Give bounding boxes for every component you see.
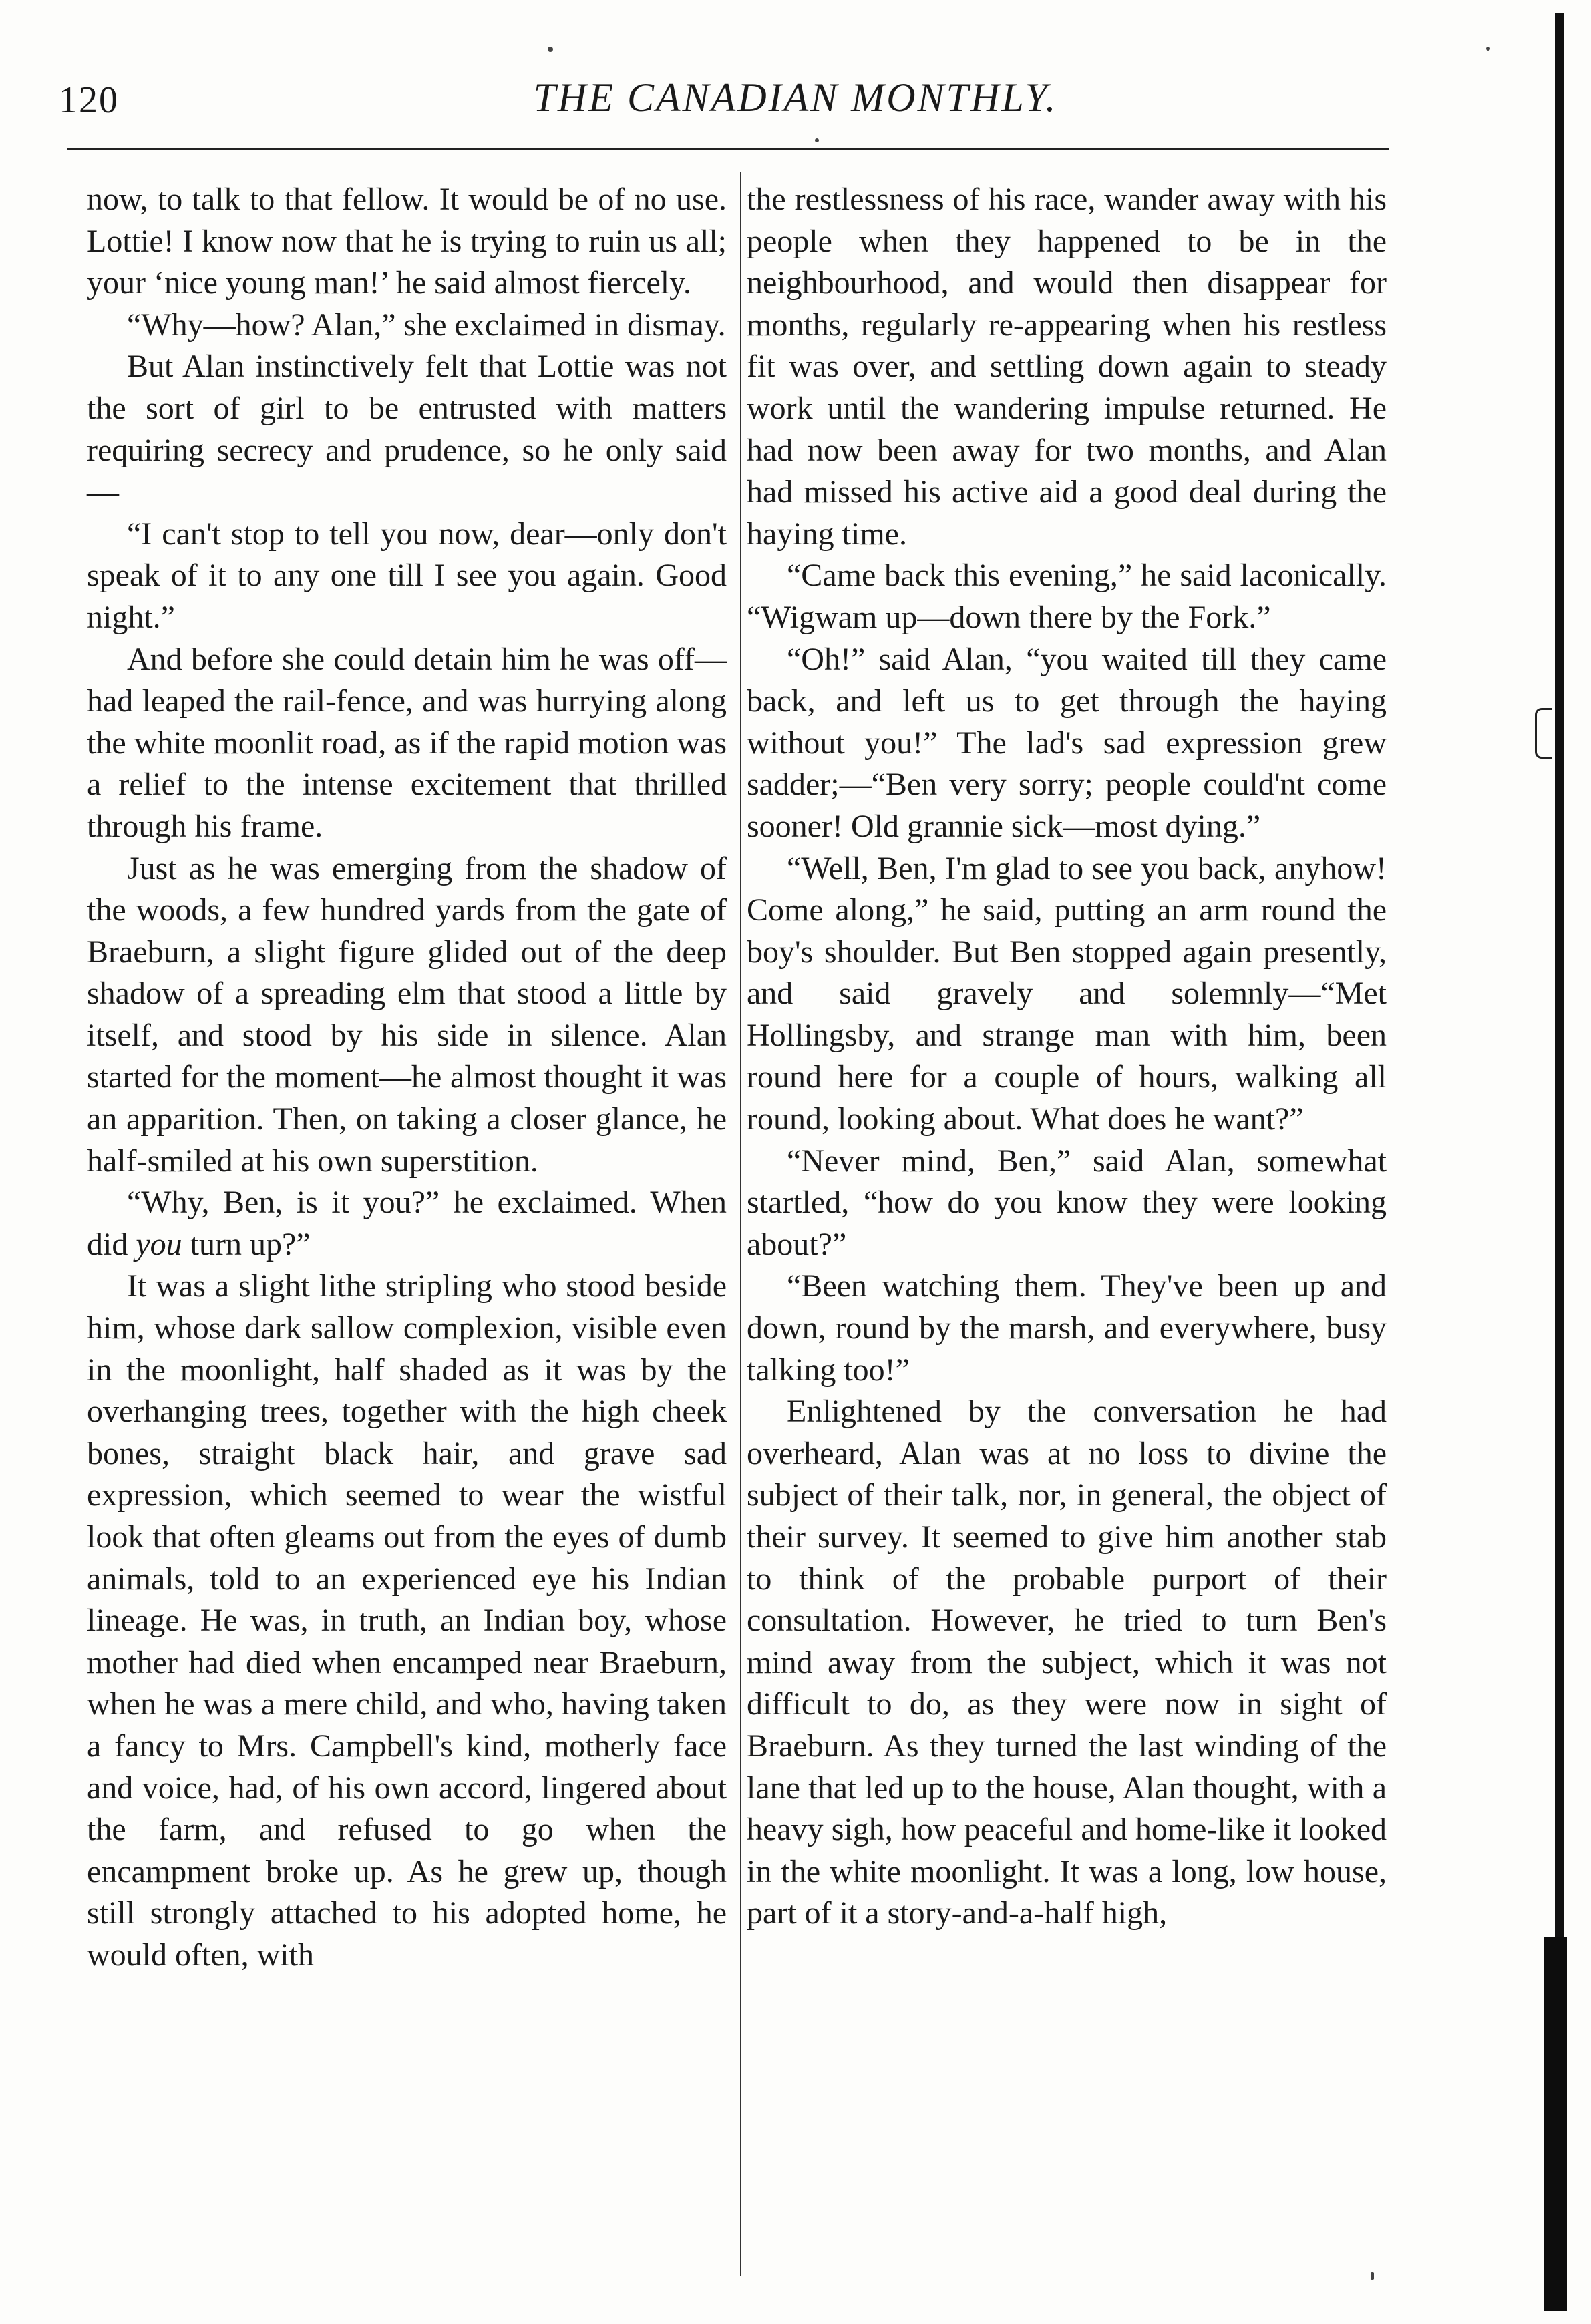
paragraph: But Alan instinctively felt that Lottie was not the sort of girl to be entrusted with matters requiring secrecy and prudence, so he only said—	[87, 349, 727, 510]
paragraph: the restlessness of his race, wander away with his people when they happened to be in the neighbourhood, and would then disappear for months, regularly re-appearing when his restless fit was over, and settling down again to steady work until the wandering impulse returned. He had now been away for two months, and Alan had missed his active aid a good deal during the haying time.	[747, 182, 1387, 552]
paragraph: It was a slight lithe stripling who stood beside him, whose dark sallow complexion, visible even in the moonlight, half shaded as it was by the overhanging trees, together with the high cheek bones, straight black hair, and grave sad expression, which seemed to wear the wistful look that often gleams out from the eyes of dumb animals, told to an experienced eye his Indian lineage. He was, in truth, an Indian boy, whose mother had died when encamped near Braeburn, when he was a mere child, and who, having taken a fancy to Mrs. Campbell's kind, motherly face and voice, had, of his own accord, lingered about the farm, and refused to go when the encampment broke up. As he grew up, though still strongly attached to his adopted home, he would often, with	[87, 1268, 727, 1973]
paragraph: “Came back this evening,” he said laconically. “Wigwam up—down there by the Fork.”	[747, 558, 1387, 635]
column-divider	[740, 172, 741, 2276]
left-column	[87, 179, 727, 1977]
paragraph: “Why—how? Alan,” she exclaimed in dismay.	[127, 307, 726, 343]
page-number: 120	[59, 79, 119, 121]
ink-speck	[548, 47, 553, 52]
running-head-title: THE CANADIAN MONTHLY.	[533, 75, 1058, 120]
paragraph: “Never mind, Ben,” said Alan, somewhat startled, “how do you know they were looking about?”	[747, 1143, 1387, 1262]
ink-speck	[1371, 2272, 1374, 2280]
paragraph: Enlightened by the conversation he had overheard, Alan was at no loss to divine the subject of their talk, nor, in general, the object of their survey. It seemed to give him another stab to think of the probable purport of their consultation. However, he tried to turn Ben's mind away from the subject, which it was not difficult to do, as they were now in sight of Braeburn. As they turned the last winding of the lane that led up to the house, Alan thought, with a heavy sigh, how peaceful and home-like it looked in the white moonlight. It was a long, low house, part of it a story-and-a-half high,	[747, 1394, 1387, 1931]
right-column	[747, 179, 1387, 1935]
italic-word: you	[136, 1226, 182, 1262]
paragraph: “Well, Ben, I'm glad to see you back, anyhow! Come along,” he said, putting an arm round the boy's shoulder. But Ben stopped again presently, and said gravely and solemnly—“Met Hollingsby, and strange man with him, been round here for a couple of hours, walking all round, looking about. What does he want?”	[747, 850, 1387, 1137]
header-rule	[67, 148, 1389, 150]
paragraph: “I can't stop to tell you now, dear—only don't speak of it to any one till I see you again. Good night.”	[87, 516, 727, 635]
edge-mark	[1535, 708, 1552, 759]
paragraph: “Oh!” said Alan, “you waited till they came back, and left us to get through the haying without you!” The lad's sad expression grew sadder;—“Ben very sorry; people could'nt come sooner! Old grannie sick—most dying.”	[747, 641, 1387, 844]
ink-speck	[1486, 47, 1490, 51]
paragraph-text: turn up?”	[182, 1226, 311, 1262]
paragraph-text: “Why, Ben, is it you?” he exclaimed. When did	[87, 1185, 727, 1262]
paragraph	[87, 1182, 727, 1266]
ink-speck	[815, 138, 819, 142]
paragraph: “Been watching them. They've been up and down, round by the marsh, and everywhere, busy talking too!”	[747, 1268, 1387, 1388]
paragraph: And before she could detain him he was off—had leaped the rail-fence, and was hurrying along the white moonlit road, as if the rapid motion was a relief to the intense excitement that thrilled through his frame.	[87, 641, 727, 844]
paragraph: Just as he was emerging from the shadow of the woods, a few hundred yards from the gate of Braeburn, a slight figure glided out of the deep shadow of a spreading elm that stood a little by itself, and stood by his side in silence. Alan started for the moment—he almost thought it was an apparition. Then, on taking a closer glance, he half-smiled at his own superstition.	[87, 850, 727, 1179]
paragraph: now, to talk to that fellow. It would be of no use. Lottie! I know now that he is trying to ruin us all; your ‘nice young man!’ he said almost fiercely.	[87, 182, 727, 301]
binding-edge-shadow-lower	[1544, 1937, 1567, 2311]
